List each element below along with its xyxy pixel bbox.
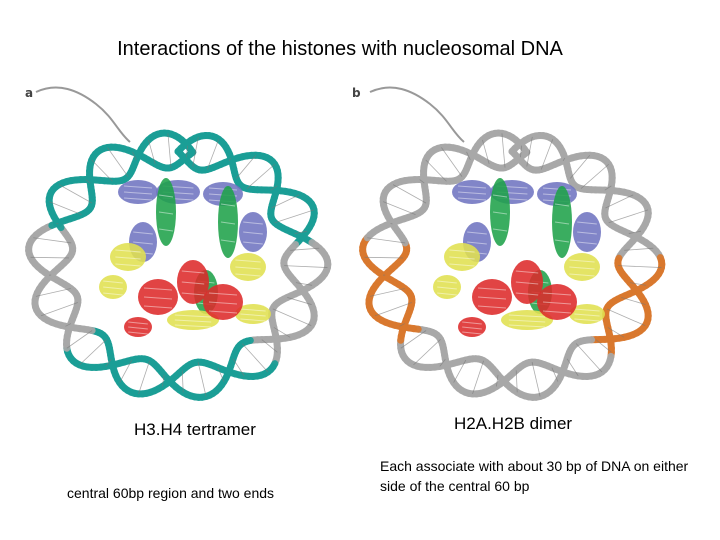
note-h2a-h2b: Each associate with about 30 bp of DNA on either side of the central 60 bp — [380, 458, 689, 494]
panel-label-a: a — [25, 86, 34, 100]
histone-octamer — [433, 178, 605, 337]
dna-tail — [36, 88, 130, 142]
nucleosome-structure-b — [352, 82, 682, 402]
dna-superhelix — [29, 133, 328, 397]
caption-h3-h4: H3.H4 tertramer — [134, 420, 256, 439]
nucleosome-structure-a — [18, 82, 348, 402]
histone-octamer — [99, 178, 271, 337]
dna-superhelix — [363, 133, 662, 397]
dna-tail — [370, 88, 464, 142]
note-h3-h4: central 60bp region and two ends — [67, 485, 275, 501]
page-title: Interactions of the histones with nucleosomal DNA — [117, 38, 563, 60]
caption-h2a-h2b: H2A.H2B dimer — [454, 414, 573, 433]
panel-label-b: b — [352, 86, 361, 100]
